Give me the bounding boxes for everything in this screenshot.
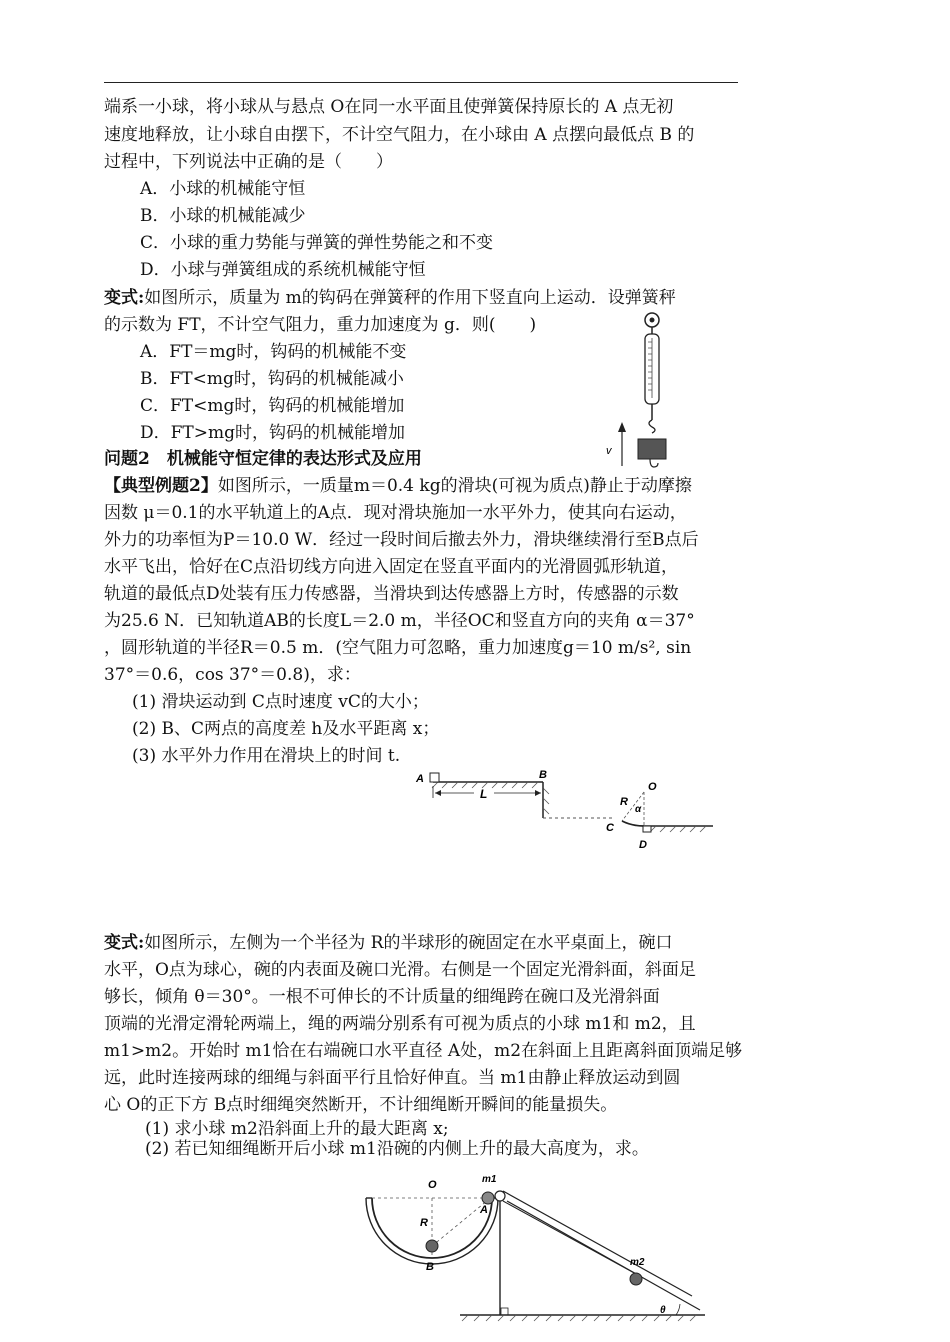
- label-theta: θ: [660, 1305, 666, 1316]
- pulley-icon: [495, 1191, 505, 1201]
- arrow-left-icon: [435, 790, 441, 796]
- q1-option-b: B．小球的机械能减少: [140, 206, 306, 226]
- v1-label: 变式:: [104, 288, 145, 308]
- ex2-question-2: (2) B、C两点的高度差 h及水平距离 x；: [132, 719, 440, 739]
- v1-option-c: C．FT<mg时，钩码的机械能增加: [140, 396, 405, 416]
- ex2-stem-line-2: 因数 μ＝0.1的水平轨道上的A点．现对滑块施加一水平外力，使其向右运动，: [104, 503, 687, 523]
- label-d: D: [639, 839, 647, 851]
- incline-surface: [503, 1191, 692, 1296]
- right-angle-mark: [501, 1308, 508, 1315]
- v1-option-d: D．FT>mg时，钩码的机械能增加: [140, 423, 406, 443]
- header-rule: [104, 82, 738, 83]
- slider-block: [430, 773, 439, 782]
- q1-stem-line-2: 速度地释放，让小球自由摆下，不计空气阻力，在小球由 A 点摆向最低点 B 的: [104, 125, 695, 145]
- ex2-question-1: (1) 滑块运动到 C点时速度 vC的大小；: [132, 692, 429, 712]
- ex2-label: 【典型例题2】: [104, 476, 218, 496]
- label-b: B: [539, 769, 547, 781]
- v1-stem-text-1: 如图所示，质量为 m的钩码在弹簧秤的作用下竖直向上运动．设弹簧秤: [144, 288, 676, 308]
- v2-stem-line-1: [104, 932, 672, 954]
- ex2-stem-text-1: 如图所示，一质量m＝0.4 kg的滑块(可视为质点)静止于动摩擦: [217, 476, 692, 496]
- v2-stem-text-1: 如图所示，左侧为一个半径为 R的半球形的碗固定在水平桌面上，碗口: [144, 933, 673, 953]
- scale-hook-icon: [649, 420, 655, 433]
- edge-hatch: [543, 788, 549, 814]
- label-a: A: [416, 773, 424, 785]
- v2-label: 变式:: [104, 933, 145, 953]
- spring-scale-figure: [600, 308, 680, 478]
- label-c: C: [606, 822, 614, 834]
- ex2-stem-line-4: 水平飞出，恰好在C点沿切线方向进入固定在竖直平面内的光滑圆弧形轨道，: [104, 557, 679, 577]
- q1-stem-line-1: 端系一小球，将小球从与悬点 O在同一水平面且使弹簧保持原长的 A 点无初: [104, 97, 674, 117]
- label-m1: m1: [482, 1174, 497, 1185]
- arrow-right-icon: [535, 790, 541, 796]
- ball-m1-at-a: [482, 1192, 494, 1204]
- label-alpha: α: [635, 804, 642, 815]
- pressure-sensor: [643, 826, 651, 832]
- q1-option-a: A．小球的机械能守恒: [140, 179, 306, 199]
- v1-option-a: A．FT＝mg时，钩码的机械能不变: [140, 342, 407, 362]
- label-l: L: [480, 787, 488, 801]
- label-o: O: [648, 781, 657, 793]
- label-r: R: [620, 796, 628, 808]
- q1-option-d: D．小球与弹簧组成的系统机械能守恒: [140, 260, 426, 280]
- velocity-label: v: [606, 445, 612, 457]
- v1-stem-line-2: 的示数为 FT，不计空气阻力，重力加速度为 g．则( ): [104, 315, 537, 335]
- incline-lower: [507, 1201, 700, 1310]
- q1-option-c: C．小球的重力势能与弹簧的弹性势能之和不变: [140, 233, 494, 253]
- arrow-up-icon: [618, 422, 626, 432]
- hook-weight: [638, 439, 666, 459]
- ex2-stem-line-1: [104, 475, 692, 497]
- v1-stem-line-1: [104, 287, 676, 309]
- v2-stem-line-6: 远，此时连接两球的细绳与斜面平行且恰好伸直。当 m1由静止释放运动到圆: [104, 1068, 681, 1088]
- label-o: O: [428, 1179, 437, 1191]
- ex2-stem-line-3: 外力的功率恒为P＝10.0 W．经过一段时间后撤去外力，滑块继续滑行至B点后: [104, 530, 699, 550]
- ex2-stem-line-8: 37°＝0.6，cos 37°＝0.8)，求：: [104, 665, 361, 685]
- label-m2: m2: [630, 1257, 645, 1268]
- section-heading: 问题2 机械能守恒定律的表达形式及应用: [104, 449, 422, 469]
- v2-stem-line-5: m1>m2。开始时 m1恰在右端碗口水平直径 A处，m2在斜面上且距离斜面顶端足够: [104, 1041, 743, 1061]
- ball-m1-at-b: [426, 1240, 438, 1252]
- v2-stem-line-2: 水平，O点为球心，碗的内表面及碗口光滑。右侧是一个固定光滑斜面，斜面足: [104, 960, 696, 980]
- v2-stem-line-3: 够长，倾角 θ＝30°。一根不可伸长的不计质量的细绳跨在碗口及光滑斜面: [104, 987, 660, 1007]
- ex2-stem-line-5: 轨道的最低点D处装有压力传感器，当滑块到达传感器上方时，传感器的示数: [104, 584, 679, 604]
- weight-hook-icon: [650, 459, 658, 467]
- circular-arc: [622, 821, 644, 826]
- ex2-stem-line-6: 为25.6 N．已知轨道AB的长度L＝2.0 m，半径OC和竖直方向的夹角 α＝37°: [104, 611, 695, 631]
- label-r: R: [420, 1217, 428, 1229]
- label-b: B: [426, 1261, 434, 1273]
- rope: [503, 1201, 636, 1274]
- v2-stem-line-7: 心 O的正下方 B点时细绳突然断开，不计细绳断开瞬间的能量损失。: [104, 1095, 618, 1115]
- bowl-incline-figure: [360, 1170, 750, 1340]
- track-figure: [408, 768, 728, 858]
- theta-arc: [676, 1304, 680, 1315]
- ex2-stem-line-7: ，圆形轨道的半径R＝0.5 m．(空气阻力可忽略，重力加速度g＝10 m/s², sin: [104, 638, 692, 658]
- v2-question-2: (2) 若已知细绳断开后小球 m1沿碗的内侧上升的最大高度为，求。: [145, 1139, 649, 1159]
- v2-stem-line-4: 顶端的光滑定滑轮两端上，绳的两端分别系有可视为质点的小球 m1和 m2，且: [104, 1014, 696, 1034]
- label-a: A: [480, 1204, 488, 1216]
- ex2-question-3: (3) 水平外力作用在滑块上的时间 t.: [132, 746, 401, 766]
- q1-stem-line-3: 过程中，下列说法中正确的是（ ）: [104, 152, 393, 172]
- ball-m2: [630, 1273, 642, 1285]
- ground-hatch: [650, 826, 706, 832]
- v2-question-1: (1) 求小球 m2沿斜面上升的最大距离 x;: [145, 1119, 449, 1139]
- v1-option-b: B．FT<mg时，钩码的机械能减小: [140, 369, 404, 389]
- scale-ring-center: [650, 318, 655, 323]
